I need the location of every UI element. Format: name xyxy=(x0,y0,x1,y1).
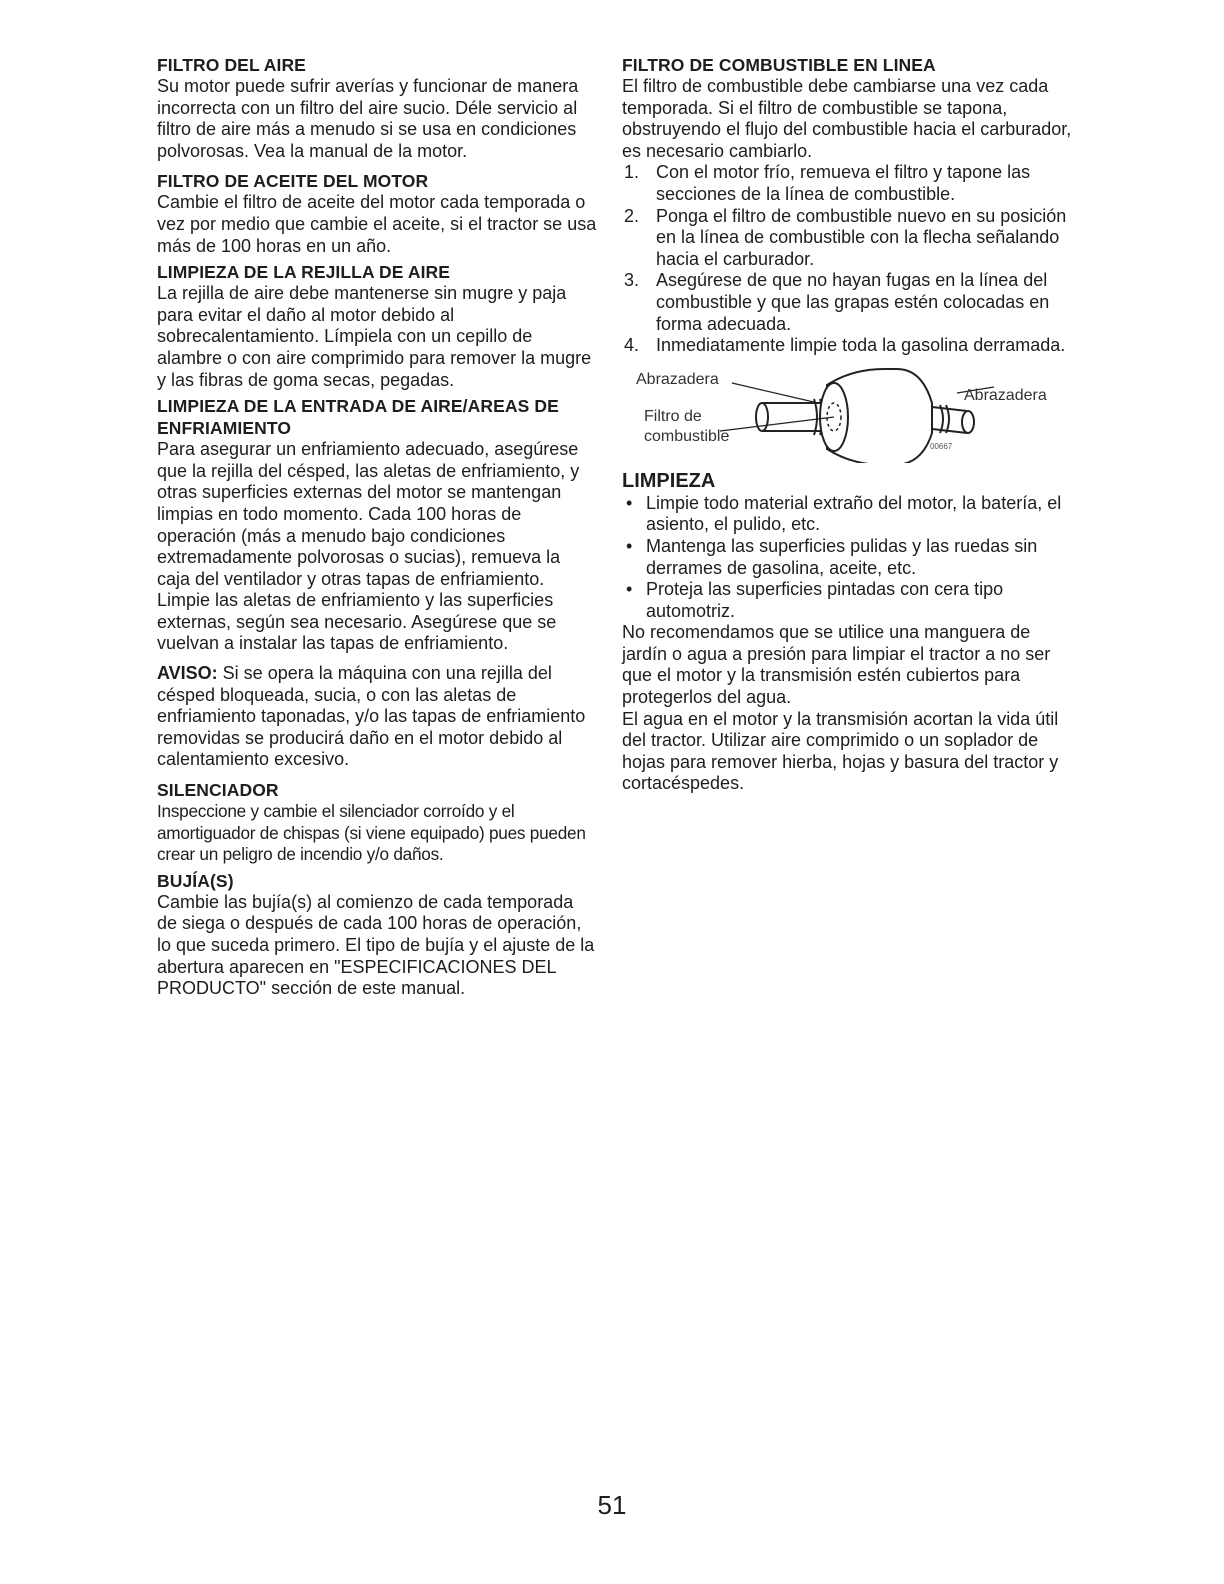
label-clamp-right: Abrazadera xyxy=(964,386,1047,404)
fuel-filter-diagram xyxy=(622,363,1072,463)
fuel-filter-step xyxy=(622,335,1072,357)
bullet-text: Limpie todo material extraño del motor, la batería, el asiento, el pulido, etc. xyxy=(646,492,1062,535)
section-title-muffler: SILENCIADOR xyxy=(157,780,279,801)
bullet-text: Mantenga las superficies pulidas y las ruedas sin derrames de gasolina, aceite, etc. xyxy=(646,535,1038,578)
section-title-air-filter: FILTRO DEL AIRE xyxy=(157,55,306,75)
air-intake-text: Para asegurar un enfriamiento adecuado, asegúrese que la rejilla del césped, las aletas de enfriamiento, y otras superficies externas del motor se mantengan limpias en todo momento. Cada 100 horas de operación (más a menudo bajo condiciones extremadamente polvorosas o sucias), remueva la caja del ventilador y otras tapas de enfriamiento. Limpie las aletas de enfriamiento y las superficies externas, según sea necesario. Asegúrese que se vuelvan a instalar las tapas de enfriamiento. xyxy=(157,439,580,654)
right-column xyxy=(622,54,1072,795)
step-number: 1. xyxy=(624,162,640,183)
step-text: Asegúrese de que no hayan fugas en la línea del combustible y que las grapas estén colocadas en forma adecuada. xyxy=(656,270,1050,334)
oil-filter-text: Cambie el filtro de aceite del motor cada temporada o vez por medio que cambie el aceite, si el tractor se usa más de 100 horas en un año. xyxy=(157,192,597,256)
step-text: Ponga el filtro de combustible nuevo en su posición en la línea de combustible con la flecha señalando hacia el carburador. xyxy=(656,205,1067,269)
notice-paragraph xyxy=(157,663,597,771)
label-filter-line2: combustible xyxy=(644,427,730,445)
section-title-cleaning: LIMPIEZA xyxy=(622,469,716,492)
section-title-fuel-filter: FILTRO DE COMBUSTIBLE EN LINEA xyxy=(622,55,936,75)
fuel-filter-step xyxy=(622,206,1072,271)
fuel-filter-illustration xyxy=(622,363,1072,463)
cleaning-paragraph-1: No recomendamos que se utilice una manguera de jardín o agua a presión para limpiar el tractor a no ser que el motor y la transmisión estén cubiertos para protegerlos del agua. xyxy=(622,622,1051,708)
step-number: 2. xyxy=(624,205,640,226)
air-filter-text: Su motor puede sufrir averías y funcionar de manera incorrecta con un filtro del aire sucio. Déle servicio al filtro de aire más a menudo si se usa en condiciones polvorosas. Vea la manual de la motor. xyxy=(157,76,579,161)
section-title-spark-plugs: BUJÍA(S) xyxy=(157,870,234,891)
bullet-icon: • xyxy=(626,492,633,513)
step-text: Con el motor frío, remueva el filtro y tapone las secciones de la línea de combustible. xyxy=(656,162,1031,204)
section-title-air-screen: LIMPIEZA DE LA REJILLA DE AIRE xyxy=(157,262,451,283)
fuel-line-right-end xyxy=(962,411,974,433)
cleaning-bullet xyxy=(622,536,1072,579)
fuel-filter-step xyxy=(622,270,1072,335)
section-title-air-intake: LIMPIEZA DE LA ENTRADA DE AIRE/AREAS DE ENFRIAMIENTO xyxy=(157,396,559,439)
fuel-filter-text: El filtro de combustible debe cambiarse una vez cada temporada. Si el filtro de combustible se tapona, obstruyendo el flujo del combustible hacia el carburador, es necesario cambiarlo. xyxy=(622,76,1072,161)
step-text: Inmediatamente limpie toda la gasolina derramada. xyxy=(656,335,1066,356)
left-column xyxy=(157,54,597,1000)
fuel-filter-step xyxy=(622,162,1072,205)
label-clamp-left: Abrazadera xyxy=(636,370,719,388)
leader-clamp-left xyxy=(732,383,818,403)
bullet-text: Proteja las superficies pintadas con cera tipo automotriz. xyxy=(646,579,1004,621)
notice-label: AVISO: xyxy=(157,663,218,684)
page-number: 51 xyxy=(597,1490,627,1520)
fuel-filter-steps xyxy=(622,162,1072,356)
notice-text: Si se opera la máquina con una rejilla del césped bloqueada, sucia, o con las aletas de enfriamiento taponadas, y/o las tapas de enfriamiento removidas se producirá daño en el motor debido al calentamiento excesivo. xyxy=(157,663,586,770)
step-number: 3. xyxy=(624,270,640,291)
step-number: 4. xyxy=(624,335,640,356)
spark-plugs-text: Cambie las bujía(s) al comienzo de cada temporada de siega o después de cada 100 horas de operación, lo que suceda primero. El tipo de bujía y el ajuste de la abertura aparecen en "ESPECIFICACIONES DEL PRODUCTO" sección de este manual. xyxy=(157,891,595,999)
cleaning-bullet xyxy=(622,579,1072,622)
bullet-icon: • xyxy=(626,579,633,600)
cleaning-paragraph-2: El agua en el motor y la transmisión acortan la vida útil del tractor. Utilizar aire comprimido o un soplador de hojas para remover hierba, hojas y basura del tractor y cortacéspedes. xyxy=(622,708,1059,794)
bullet-icon: • xyxy=(626,535,633,556)
cleaning-bullet xyxy=(622,493,1072,536)
air-screen-text: La rejilla de aire debe mantenerse sin mugre y paja para evitar el daño al motor debido al sobrecalentamiento. Límpiela con un cepillo de alambre o con aire comprimido para remover la mugre y las fibras de goma secas, pegadas. xyxy=(157,283,592,390)
section-title-oil-filter: FILTRO DE ACEITE DEL MOTOR xyxy=(157,171,429,192)
diagram-code: 00667 xyxy=(930,441,953,451)
cleaning-bullets xyxy=(622,493,1072,623)
label-filter-line1: Filtro de xyxy=(644,407,702,425)
muffler-text: Inspeccione y cambie el silenciador corroído y el amortiguador de chispas (si viene equipado) pues pueden crear un peligro de incendio y/o daños. xyxy=(157,801,586,865)
